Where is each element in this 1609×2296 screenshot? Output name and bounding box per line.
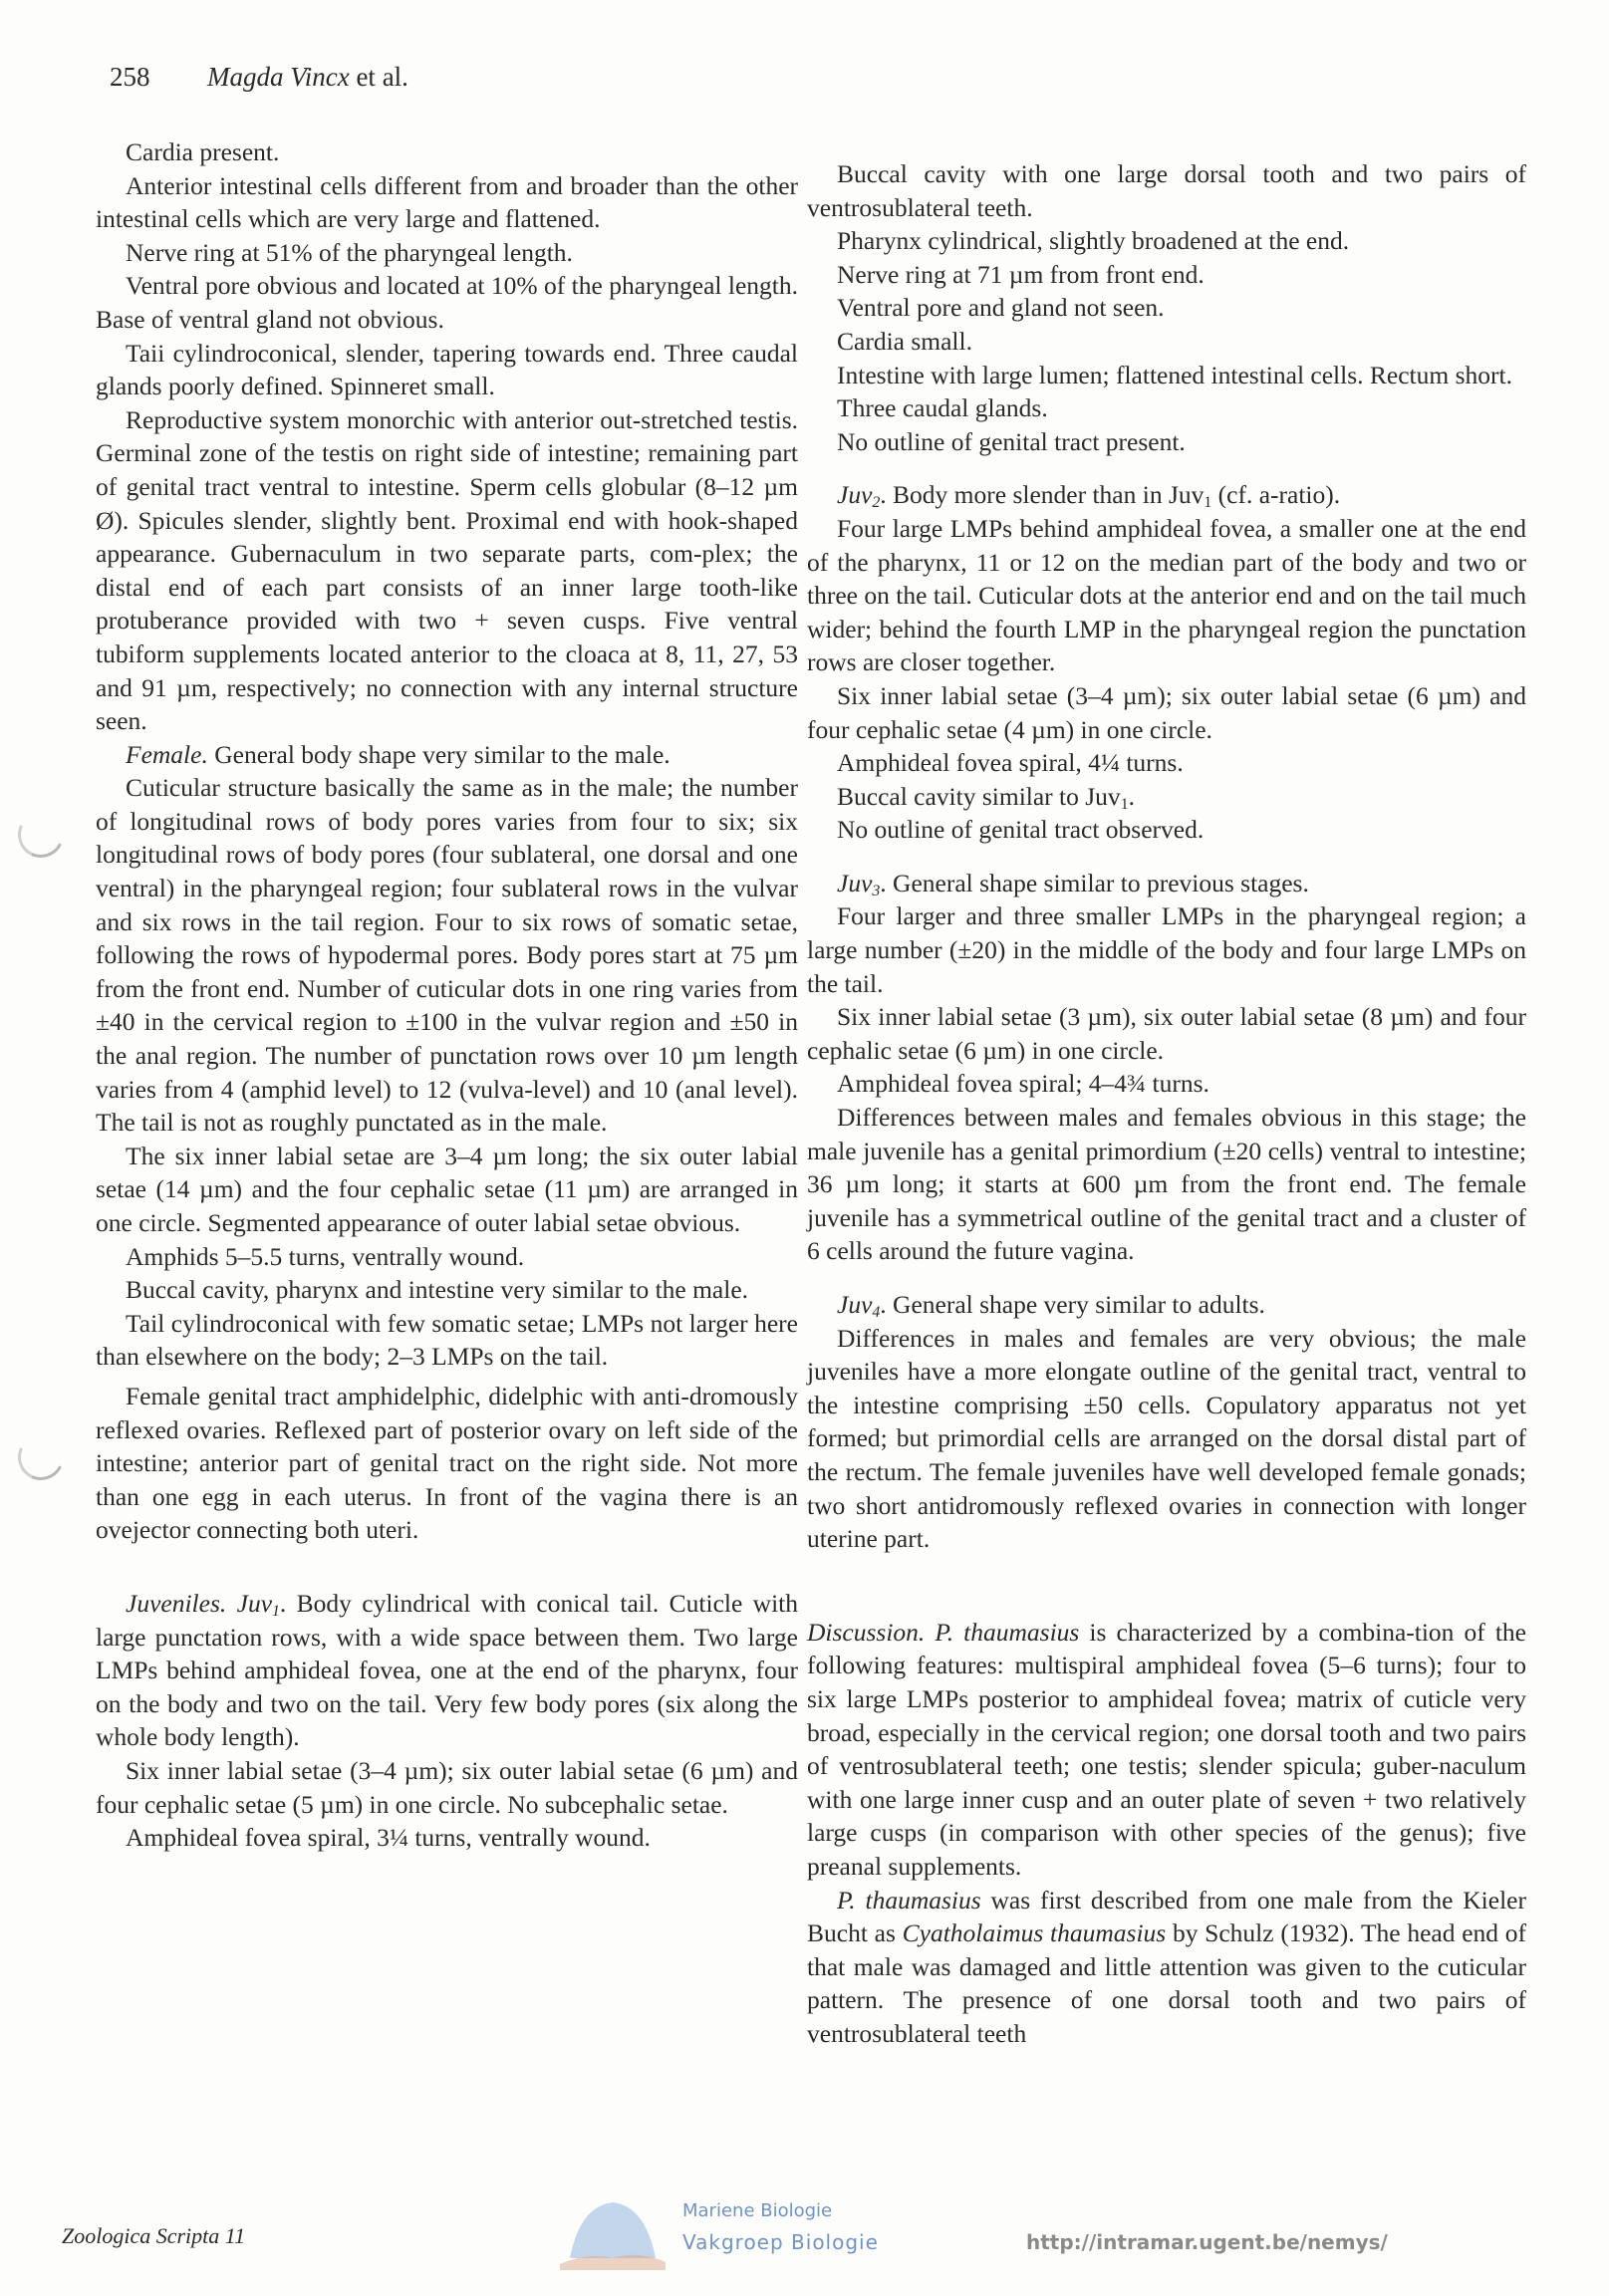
punch-hole-mark <box>12 806 71 865</box>
paragraph: Female genital tract amphidelphic, didelphic with anti-dromously reflexed ovaries. Reflexed part of posterior ovary on left side of the intestine; anterior part of genital tract on the right side. Not more than one egg in each uterus. In front of the vagina there is an ovejector connecting both uteri. <box>96 1381 798 1545</box>
paragraph: Amphids 5–5.5 turns, ventrally wound. <box>126 1241 525 1271</box>
stage-label-text: Juv <box>837 868 873 897</box>
paragraph-text: . <box>1128 781 1135 811</box>
paragraph: Buccal cavity with one large dorsal tooth and two pairs of ventrosublateral teeth. <box>807 159 1526 222</box>
paragraph: The six inner labial setae are 3–4 µm long; the six outer labial setae (14 µm) and the four cephalic setae (11 µm) are arranged in one circle. Segmented appearance of outer labial setae obvious. <box>96 1141 798 1237</box>
watermark-arc-text: Mariene Biologie <box>682 2200 833 2221</box>
paragraph: Intestine with large lumen; flattened intestinal cells. Rectum short. <box>837 360 1512 389</box>
stage-label-juv2 <box>837 480 881 512</box>
paragraph: Reproductive system monorchic with anterior out-stretched testis. Germinal zone of the testis on right side of intestine; remaining part of genital tract ventral to intestine. Sperm cells globular (8–12 µm Ø). Spicules slender, slightly bent. Proximal end with hook-shaped appearance. Gubernaculum in two separate parts, com-plex; the distal end of each part consists of an inner large tooth-like protuberance provided with two + seven cusps. Five ventral tubiform supplements located anterior to the cloaca at 8, 11, 27, 53 and 91 µm, respectively; no connection with any internal structure seen. <box>96 404 798 736</box>
stage-label-juv4 <box>837 1290 880 1319</box>
species-name: Cyatholaimus thaumasius <box>902 1918 1167 1948</box>
paragraph: No outline of genital tract present. <box>837 426 1186 456</box>
paragraph <box>807 1884 1526 2051</box>
paragraph-text: . General shape similar to previous stages. <box>880 868 1309 897</box>
page-number: 258 <box>110 62 150 92</box>
paragraph-text: General body shape very similar to the male. <box>207 739 670 769</box>
paragraph <box>807 867 1526 900</box>
stage-label-juv1 <box>237 1589 280 1618</box>
watermark-url: http://intramar.ugent.be/nemys/ <box>1026 2230 1388 2254</box>
paragraph <box>807 780 1526 814</box>
paragraph <box>807 478 1526 512</box>
paragraph: Three caudal glands. <box>837 393 1048 423</box>
stage-subscript: 3 <box>872 882 881 899</box>
paragraph: Amphideal fovea spiral, 3¼ turns, ventrally wound. <box>126 1823 651 1853</box>
species-name: P. thaumasius <box>935 1617 1080 1647</box>
paragraph: Four large LMPs behind amphideal fovea, a smaller one at the end of the pharynx, 11 or 12 on the median part of the body and two or three on the tail. Cuticular dots at the anterior end and on the tail much wider; behind the fourth LMP in the pharyngeal region the punctation rows are closer together. <box>807 513 1526 677</box>
paragraph: Cuticular structure basically the same as in the male; the number of longitudinal rows of body pores varies from four to six; six longitudinal rows of body pores (four sublateral, one dorsal and one ventral) in the pharyngeal region; four sublateral rows in the vulvar and six rows in the tail region. Four to six rows of somatic setae, following the rows of hypodermal pores. Body pores start at 75 µm from the front end. Number of cuticular dots in one ring varies from ±40 in the cervical region to ±100 in the vulvar region and ±50 in the anal region. The number of punctation rows over 10 µm length varies from 4 (amphid level) to 12 (vulva-level) and 10 (anal level). The tail is not as roughly punctated as in the male. <box>96 773 798 1138</box>
paragraph-text: . General shape very similar to adults. <box>880 1290 1265 1319</box>
paragraph: Ventral pore obvious and located at 10% of the pharyngeal length. Base of ventral gland not obvious. <box>96 271 798 334</box>
stage-subscript: 1 <box>272 1602 280 1620</box>
paragraph: Anterior intestinal cells different from and broader than the other intestinal cells which are very large and flattened. <box>96 170 798 234</box>
paragraph: Ventral pore and gland not seen. <box>837 293 1165 323</box>
paragraph <box>96 1587 798 1754</box>
paragraph: Cardia small. <box>837 326 972 356</box>
watermark-group-text: Vakgroep Biologie <box>682 2230 879 2254</box>
paragraph: No outline of genital tract observed. <box>837 815 1205 845</box>
paragraph-text: (cf. a-ratio). <box>1211 480 1341 510</box>
punch-hole-mark <box>12 1428 71 1487</box>
species-name: P. thaumasius <box>837 1885 981 1914</box>
paragraph <box>96 738 798 772</box>
paragraph-text: is characterized by a combina-tion of the following features: multispiral amphideal fovea (5–6 turns); four to six large LMPs posterior to amphideal fovea; matrix of cuticle very broad, especially in the cervical region; one dorsal tooth and two pairs of ventrosublateral teeth; one testis; slender spicula; guber-naculum with one large inner cusp and an outer plate of seven + two relatively large cusps (in comparison with other species of the genus); five preanal supplements. <box>807 1617 1526 1881</box>
left-column <box>96 135 798 1855</box>
paragraph: Differences in males and females are very obvious; the male juveniles have a more elongate outline of the genital tract, ventral to the intestine comprising ±50 cells. Copulatory apparatus not yet formed; but primordial cells are arranged on the dorsal distal part of the rectum. The female juveniles have well developed female gonads; two short antidromously reflexed ovaries in connection with longer uterine part. <box>807 1323 1526 1554</box>
watermark <box>558 2196 1574 2288</box>
paragraph: Pharynx cylindrical, slightly broadened at the end. <box>837 226 1350 256</box>
paragraph: Amphideal fovea spiral; 4–4¾ turns. <box>837 1069 1209 1099</box>
paragraph: Taii cylindroconical, slender, tapering towards end. Three caudal glands poorly defined. Spinneret small. <box>96 338 798 401</box>
paragraph: Six inner labial setae (3 µm), six outer labial setae (8 µm) and four cephalic setae (6 µm) in one circle. <box>807 1002 1526 1065</box>
paragraph <box>807 1288 1526 1322</box>
paragraph-text: . Body cylindrical with conical tail. Cuticle with large punctation rows, with a wide space between them. Two large LMPs behind amphideal fovea, one at the end of the pharynx, four on the body and two on the tail. Very few body pores (six along the whole body length). <box>96 1588 799 1752</box>
author-etal: et al. <box>349 62 408 92</box>
stage-label-text: Juv <box>837 480 873 510</box>
paragraph: Four larger and three smaller LMPs in the pharyngeal region; a large number (±20) in the middle of the body and four large LMPs on the tail. <box>807 901 1526 998</box>
stage-subscript: 2 <box>872 494 881 512</box>
stage-label-text: Juv <box>236 1588 273 1618</box>
watermark-logo <box>558 2196 668 2276</box>
paragraph: Tail cylindroconical with few somatic setae; LMPs not larger here than elsewhere on the body; 2–3 LMPs on the tail. <box>96 1308 798 1372</box>
section-label-juveniles: Juveniles. <box>126 1588 227 1618</box>
running-head <box>110 62 408 93</box>
paragraph: Nerve ring at 51% of the pharyngeal length. <box>126 237 573 267</box>
stage-subscript: 1 <box>1204 494 1212 512</box>
paragraph: Amphideal fovea spiral, 4¼ turns. <box>837 748 1184 778</box>
stage-label-juv3 <box>837 869 880 897</box>
paragraph: Cardia present. <box>126 137 280 166</box>
paragraph: Differences between males and females obvious in this stage; the male juvenile has a genital primordium (±20 cells) ventral to intestine; 36 µm long; it starts at 600 µm from the front end. The female juvenile has a symmetrical outline of the genital tract and a cluster of 6 cells around the future vagina. <box>807 1103 1526 1266</box>
stage-subscript: 4 <box>872 1303 881 1321</box>
stage-label-text: Juv <box>837 1290 873 1319</box>
paragraph-text: was first described from one male from the Kieler Bucht as <box>807 1885 1526 1948</box>
paragraph: Buccal cavity, pharynx and intestine very similar to the male. <box>126 1275 749 1305</box>
stage-subscript: 1 <box>1120 795 1129 813</box>
section-label-discussion: Discussion. <box>807 1617 926 1647</box>
author-name: Magda Vincx <box>207 62 350 92</box>
paragraph-text: . Body more slender than in Juv <box>880 480 1205 510</box>
paragraph: Six inner labial setae (3–4 µm); six outer labial setae (6 µm) and four cephalic setae (4 µm) in one circle. <box>807 680 1526 744</box>
paragraph: Six inner labial setae (3–4 µm); six outer labial setae (6 µm) and four cephalic setae (5 µm) in one circle. No subcephalic setae. <box>96 1755 798 1819</box>
paragraph-text: Buccal cavity similar to Juv <box>837 781 1121 811</box>
section-label-female: Female. <box>126 739 208 769</box>
journal-footer: Zoologica Scripta 11 <box>62 2223 246 2248</box>
paragraph: Nerve ring at 71 µm from front end. <box>837 259 1205 289</box>
right-column <box>807 157 1526 2050</box>
paragraph-text: by Schulz (1932). The head end of that male was damaged and little attention was given to the cuticular pattern. The presence of one dorsal tooth and two pairs of ventrosublateral teeth <box>807 1918 1526 2048</box>
paragraph <box>807 1616 1526 1884</box>
